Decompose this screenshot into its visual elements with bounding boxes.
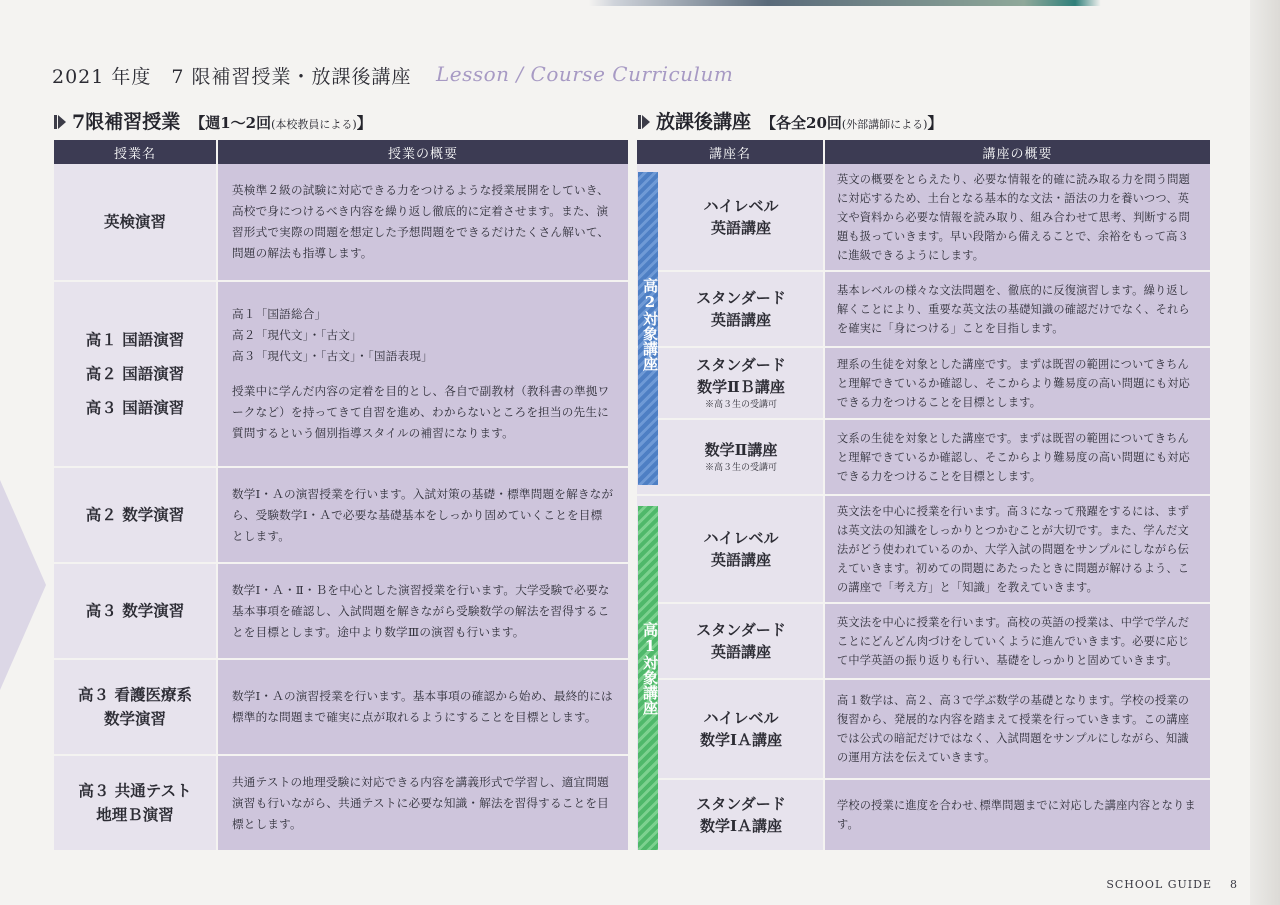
table-row bbox=[54, 564, 628, 660]
left-arrow-decoration bbox=[0, 480, 46, 690]
grade1-band-label: 高1対象講座 bbox=[641, 622, 659, 715]
course-desc: 文系の生徒を対象とした講座です。まずは既習の範囲についてきちんと理解できているか確認し、そこからより難易度の高い問題にも対応できる力をつけることを目標とします。 bbox=[823, 420, 1210, 496]
lesson-desc: 英検準２級の試験に対応できる力をつけるような授業展開をしていき、高校で身につけるべき内容を繰り返し徹底的に定着させます。また、演習形式で実際の問題を想定した予想問題をできるだけたくさん解いて、問題の解法も指導します。 bbox=[216, 164, 628, 282]
course-desc: 基本レベルの様々な文法問題を、徹底的に反復演習します。繰り返し解くことにより、重要な英文法の基礎知識の確認だけでなく、それらを確実に「身につける」ことを目指します。 bbox=[823, 272, 1210, 348]
column-header-desc: 授業の概要 bbox=[216, 140, 628, 164]
course-name: 数学Ⅱ講座 ※高３生の受講可 bbox=[637, 420, 823, 496]
course-note: ※高３生の受講可 bbox=[704, 463, 777, 473]
lesson-desc: 数学Ⅰ・Ａ・Ⅱ・Ｂを中心とした演習授業を行います。大学受験で必要な基本事項を確認し、入試問題を解きながら受験数学の解法を習得することを目標とします。途中より数学Ⅲの演習も行います。 bbox=[216, 564, 628, 660]
left-section-note: 【週1～2回(本校教員による)】 bbox=[190, 114, 372, 132]
lesson-desc: 数学Ⅰ・Ａの演習授業を行います。基本事項の確認から始め、最終的には標準的な問題まで確実に点が取れるようにすることを目標とします。 bbox=[216, 660, 628, 756]
right-section-note: 【各全20回(外部講師による)】 bbox=[761, 114, 943, 132]
column-header-name: 授業名 bbox=[54, 140, 216, 164]
table-row bbox=[637, 604, 1210, 680]
lesson-name: 高３ 共通テスト 地理Ｂ演習 bbox=[54, 756, 216, 852]
section-marker-icon bbox=[54, 115, 66, 129]
course-name: スタンダード 数学ⅠＡ講座 bbox=[637, 780, 823, 852]
page-edge-shadow bbox=[1250, 0, 1280, 905]
course-desc: 英文の概要をとらえたり、必要な情報を的確に読み取る力を問う問題に対応するため、土台となる基本的な文法・語法の力を養いつつ、英文や資料から必要な情報を読み取り、組み合わせて思考、判断する問題も扱っていきます。早い段階から備えることで、余裕をもって高３に進級できるようにします。 bbox=[823, 164, 1210, 272]
table-row bbox=[637, 348, 1210, 420]
table-row bbox=[637, 496, 1210, 604]
course-desc: 高１数学は、高２、高３で学ぶ数学の基礎となります。学校の授業の復習から、発展的な内容を踏まえて授業を行っていきます。この講座では公式の暗記だけではなく、入試問題をサンプルにしながら、知識の運用方法を伝えていきます。 bbox=[823, 680, 1210, 780]
course-name: スタンダード 英語講座 bbox=[637, 604, 823, 680]
top-edge-strip bbox=[0, 0, 1280, 6]
footer-label: SCHOOL GUIDE bbox=[1106, 878, 1212, 891]
course-name: スタンダード 英語講座 bbox=[637, 272, 823, 348]
right-section-header bbox=[638, 107, 943, 134]
course-name: ハイレベル 数学ⅠＡ講座 bbox=[637, 680, 823, 780]
grade1-target-band bbox=[638, 506, 658, 850]
course-desc: 理系の生徒を対象とした講座です。まずは既習の範囲についてきちんと理解できているか確認し、そこからより難易度の高い問題にも対応できる力をつけることを目標とします。 bbox=[823, 348, 1210, 420]
table-row bbox=[637, 164, 1210, 272]
table-row bbox=[637, 680, 1210, 780]
lesson-desc: 数学Ⅰ・Ａの演習授業を行います。入試対策の基礎・標準問題を解きながら、受験数学Ⅰ・Ａで必要な基礎基本をしっかり固めていくことを目標とします。 bbox=[216, 468, 628, 564]
left-section-header bbox=[54, 107, 372, 134]
section-marker-icon bbox=[638, 115, 650, 129]
course-desc: 英文法を中心に授業を行います。高校の英語の授業は、中学で学んだことにどんどん肉づけをしていくように進んでいきます。必要に応じて中学英語の振り返りも行い、基礎をしっかりと固めていきます。 bbox=[823, 604, 1210, 680]
table-row bbox=[637, 420, 1210, 496]
course-desc: 英文法を中心に授業を行います。高３になって飛躍をするには、まずは英文法の知識をしっかりとつかむことが大切です。また、学んだ文法がどう使われているのか、大学入試の問題をサンプルにしながら伝えていきます。初めての問題にあたったときに問題が解けるよう、この講座で「考え方」と「知識」を教えていきます。 bbox=[823, 496, 1210, 604]
lesson-name: 高３ 数学演習 bbox=[54, 564, 216, 660]
lesson-desc: 高１「国語総合」 高２「現代文」・「古文」 高３「現代文」・「古文」・「国語表現」 授業中に学んだ内容の定着を目的とし、各自で副教材（教科書の準拠ワークなど）を持ってきて自習を進め、わからないところを担当の先生に質問するという個別指導スタイルの補習になります。 bbox=[216, 282, 628, 468]
lesson-desc: 共通テストの地理受験に対応できる内容を講義形式で学習し、適宜問題演習も行いながら、共通テストに必要な知識・解法を習得することを目標とします。 bbox=[216, 756, 628, 852]
course-name: ハイレベル 英語講座 bbox=[637, 496, 823, 604]
right-section-title: 放課後講座 bbox=[656, 111, 752, 133]
page-subtitle: Lesson / Course Curriculum bbox=[436, 62, 734, 86]
grade2-target-band bbox=[638, 172, 658, 485]
column-header-name: 講座名 bbox=[637, 140, 823, 164]
page-footer bbox=[1106, 878, 1238, 891]
course-desc: 学校の授業に進度を合わせ､標準問題までに対応した講座内容となります。 bbox=[823, 780, 1210, 852]
table-row bbox=[637, 780, 1210, 852]
after-school-courses-table bbox=[637, 140, 1210, 852]
lesson-name: 高１ 国語演習 高２ 国語演習 高３ 国語演習 bbox=[54, 282, 216, 468]
page-number: 8 bbox=[1230, 878, 1238, 891]
grade2-band-label: 高2対象講座 bbox=[641, 278, 659, 371]
lesson-name: 高２ 数学演習 bbox=[54, 468, 216, 564]
left-section-title: 7限補習授業 bbox=[72, 111, 181, 133]
lesson-name: 英検演習 bbox=[54, 164, 216, 282]
table-row bbox=[54, 468, 628, 564]
table-row bbox=[54, 756, 628, 852]
table-row bbox=[54, 660, 628, 756]
supplementary-lessons-table bbox=[54, 140, 628, 852]
lesson-name: 高３ 看護医療系 数学演習 bbox=[54, 660, 216, 756]
table-row bbox=[54, 282, 628, 468]
course-name: ハイレベル 英語講座 bbox=[637, 164, 823, 272]
table-row bbox=[54, 164, 628, 282]
column-header-desc: 講座の概要 bbox=[823, 140, 1210, 164]
course-name: スタンダード 数学ⅡＢ講座 ※高３生の受講可 bbox=[637, 348, 823, 420]
table-row bbox=[637, 272, 1210, 348]
page-title: 2021 年度 7 限補習授業・放課後講座 bbox=[52, 66, 412, 88]
course-note: ※高３生の受講可 bbox=[704, 400, 777, 410]
